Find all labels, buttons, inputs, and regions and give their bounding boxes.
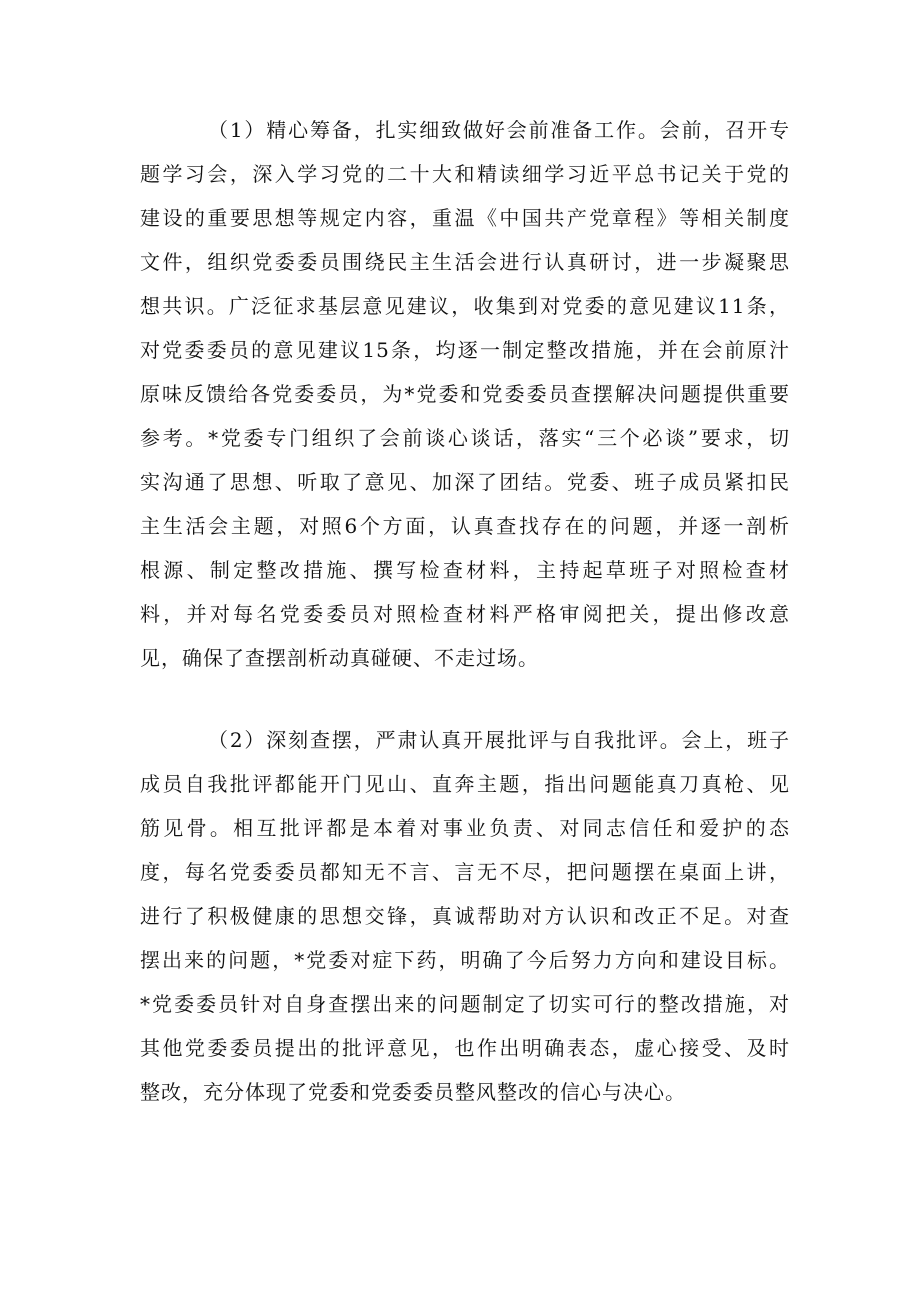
text-line: 筋见骨。相互批评都是本着对事业负责、对同志信任和爱护的态 [140,816,790,840]
text-line: 原味反馈给各党委委员，为*党委和党委委员查摆解决问题提供重要 [140,382,790,406]
text-line: （1）精心筹备，扎实细致做好会前准备工作。会前，召开专 [208,118,790,142]
text-line: 文件，组织党委委员围绕民主生活会进行认真研讨，进一步凝聚思 [140,250,790,274]
text-line: 实沟通了思想、听取了意见、加深了团结。党委、班子成员紧扣民 [140,470,790,494]
text-line: 摆出来的问题，*党委对症下药，明确了今后努力方向和建设目标。 [140,948,790,972]
text-line: 成员自我批评都能开门见山、直奔主题，指出问题能真刀真枪、见 [140,772,790,796]
paragraph-preparation [140,108,790,680]
text-line: 想共识。广泛征求基层意见建议，收集到对党委的意见建议11条， [140,294,790,318]
text-line: 参考。*党委专门组织了会前谈心谈话，落实“三个必谈”要求，切 [140,426,790,450]
text-line: 度，每名党委委员都知无不言、言无不尽，把问题摆在桌面上讲， [140,860,790,884]
text-line: 整改，充分体现了党委和党委委员整风整改的信心与决心。 [140,1080,686,1104]
text-line: 根源、制定整改措施、撰写检查材料，主持起草班子对照检查材 [140,558,790,582]
text-line: 题学习会，深入学习党的二十大和精读细学习近平总书记关于党的 [140,162,790,186]
text-line: 其他党委委员提出的批评意见，也作出明确表态，虚心接受、及时 [140,1036,790,1060]
text-line: （2）深刻查摆，严肃认真开展批评与自我批评。会上，班子 [208,728,790,752]
text-line: 料，并对每名党委委员对照检查材料严格审阅把关，提出修改意 [140,602,790,626]
text-line: 主生活会主题，对照6个方面，认真查找存在的问题，并逐一剖析 [140,514,790,538]
text-line: *党委委员针对自身查摆出来的问题制定了切实可行的整改措施，对 [140,992,790,1016]
text-line: 进行了积极健康的思想交锋，真诚帮助对方认识和改正不足。对查 [140,904,790,928]
text-line: 建设的重要思想等规定内容，重温《中国共产党章程》等相关制度 [140,206,790,230]
text-line: 见，确保了查摆剖析动真碰硬、不走过场。 [140,646,539,670]
paragraph-criticism [140,718,790,1114]
text-line: 对党委委员的意见建议15条，均逐一制定整改措施，并在会前原汁 [140,338,790,362]
